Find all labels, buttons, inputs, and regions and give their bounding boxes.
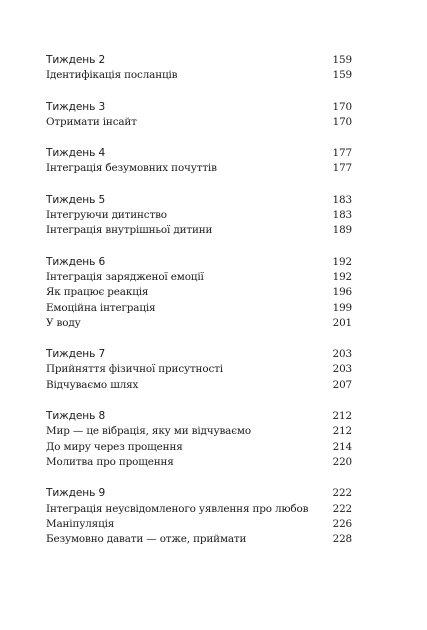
page-number: 222: [332, 502, 352, 515]
toc-entry: [46, 301, 352, 316]
page-number: 192: [332, 270, 352, 283]
entry-title: Інтеграція неусвідомленого уявлення про любов: [46, 502, 309, 515]
toc-entry: [46, 532, 352, 547]
section-heading-row: [46, 409, 352, 424]
entry-title: Молитва про прощення: [46, 455, 174, 468]
toc-entry: [46, 161, 352, 176]
toc-entry: [46, 378, 352, 393]
page-number: 199: [332, 301, 352, 314]
toc-section-week-7: [46, 347, 352, 393]
page-number: 183: [332, 193, 352, 206]
section-heading: Тиждень 9: [46, 487, 106, 500]
section-heading: Тиждень 6: [46, 255, 106, 268]
section-heading-row: [46, 193, 352, 208]
page-number: 196: [332, 286, 352, 299]
section-heading: Тиждень 7: [46, 348, 106, 361]
toc-section-week-5: [46, 193, 352, 239]
entry-title: До миру через прощення: [46, 440, 183, 453]
toc-entry: [46, 455, 352, 470]
section-heading-row: [46, 53, 352, 68]
toc-entry: [46, 270, 352, 285]
toc-section-week-6: [46, 255, 352, 331]
page-number: 203: [332, 363, 352, 376]
section-heading-row: [46, 486, 352, 501]
toc-entry: [46, 362, 352, 377]
page-number: 220: [332, 455, 352, 468]
page-number: 159: [332, 69, 352, 82]
entry-title: Ідентифікація посланців: [46, 69, 178, 82]
page-number: 189: [332, 224, 352, 237]
table-of-contents: [46, 53, 352, 563]
section-heading-row: [46, 347, 352, 362]
entry-title: Інтеграція зарядженої емоції: [46, 270, 204, 283]
toc-entry: [46, 502, 352, 517]
toc-section-week-2: [46, 53, 352, 84]
entry-title: Мир — це вібрація, яку ми відчуваємо: [46, 425, 251, 438]
page-number: 226: [332, 517, 352, 530]
toc-section-week-3: [46, 100, 352, 131]
toc-entry: [46, 424, 352, 439]
page-number: 222: [332, 487, 352, 500]
page-number: 192: [332, 255, 352, 268]
entry-title: Інтегруючи дитинство: [46, 209, 167, 222]
entry-title: У воду: [46, 316, 81, 329]
toc-section-week-9: [46, 486, 352, 547]
section-heading-row: [46, 146, 352, 161]
toc-section-week-8: [46, 409, 352, 470]
section-heading: Тиждень 8: [46, 410, 106, 423]
page-number: 212: [332, 410, 352, 423]
toc-section-week-4: [46, 146, 352, 177]
entry-title: Як працює реакція: [46, 286, 149, 299]
section-heading-row: [46, 255, 352, 270]
toc-entry: [46, 517, 352, 532]
toc-entry: [46, 208, 352, 223]
page-number: 159: [332, 54, 352, 66]
toc-entry: [46, 115, 352, 130]
toc-entry: [46, 285, 352, 300]
toc-entry: [46, 68, 352, 83]
entry-title: Інтеграція внутрішньої дитини: [46, 224, 213, 237]
page-number: 203: [332, 348, 352, 361]
page-number: 183: [332, 209, 352, 222]
entry-title: Маніпуляція: [46, 517, 115, 530]
entry-title: Відчуваємо шлях: [46, 378, 139, 391]
toc-entry: [46, 316, 352, 331]
page-number: 177: [332, 162, 352, 175]
page-number: 170: [332, 115, 352, 128]
page-number: 207: [332, 378, 352, 391]
toc-entry: [46, 223, 352, 238]
entry-title: Інтеграція безумовних почуттів: [46, 162, 217, 175]
section-heading-row: [46, 100, 352, 115]
page-number: 170: [332, 100, 352, 113]
section-heading: Тиждень 4: [46, 147, 106, 160]
section-heading: Тиждень 3: [46, 100, 106, 113]
page-number: 177: [332, 147, 352, 160]
entry-title: Емоційна інтеграція: [46, 301, 156, 314]
page-number: 214: [332, 440, 352, 453]
section-heading: Тиждень 2: [46, 54, 106, 66]
entry-title: Безумовно давати — отже, приймати: [46, 533, 247, 546]
toc-entry: [46, 440, 352, 455]
page-number: 212: [332, 425, 352, 438]
section-heading: Тиждень 5: [46, 193, 106, 206]
entry-title: Прийняття фізичної присутності: [46, 363, 223, 376]
page-number: 228: [332, 533, 352, 546]
page-number: 201: [332, 316, 352, 329]
entry-title: Отримати інсайт: [46, 115, 137, 128]
